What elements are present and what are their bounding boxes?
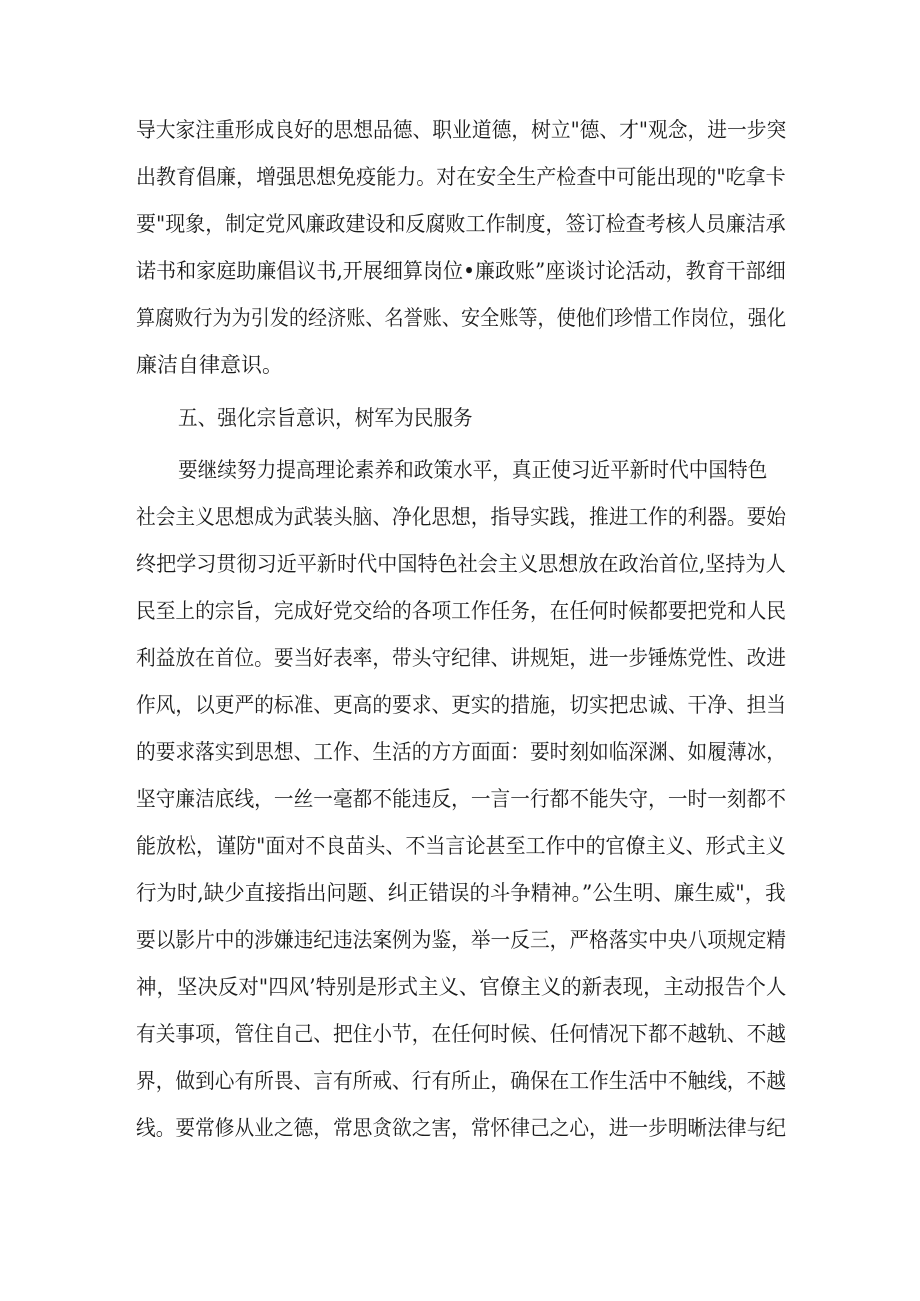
paragraph-line: 界，做到心有所畏、言有所戒、行有所止，确保在工作生活中不触线，不越 <box>136 1069 786 1093</box>
paragraph-line: 要"现象，制定党风廉政建设和反腐败工作制度，签订检查考核人员廉洁承 <box>136 212 786 236</box>
paragraph-line: 能放松，谨防"面对不良苗头、不当言论甚至工作中的官僚主义、形式主义 <box>136 834 786 858</box>
paragraph-line: 要继续努力提高理论素养和政策水平，真正使习近平新时代中国特色 <box>178 458 768 482</box>
paragraph-line: 的要求落实到思想、工作、生活的方方面面：要时刻如临深渊、如履薄冰， <box>136 740 786 764</box>
paragraph-line: 诺书和家庭助廉倡议书,开展细算岗位•廉政账”座谈讨论活动，教育干部细 <box>136 259 786 283</box>
paragraph-line: 利益放在首位。要当好表率，带头守纪律、讲规矩，进一步锤炼党性、改进 <box>136 646 786 670</box>
paragraph-line: 神，坚决反对"四风’特别是形式主义、官僚主义的新表现，主动报告个人 <box>136 975 787 999</box>
paragraph-line: 有关事项，管住自己、把住小节，在任何时候、任何情况下都不越轨、不越 <box>136 1022 786 1046</box>
section-heading: 五、强化宗旨意识，树军为民服务 <box>178 406 473 430</box>
paragraph-line: 线。要常修从业之德，常思贪欲之害，常怀律己之心，进一步明晰法律与纪 <box>136 1116 786 1140</box>
paragraph-line: 民至上的宗旨，完成好党交给的各项工作任务，在任何时候都要把党和人民 <box>136 599 786 623</box>
paragraph-line: 廉洁自律意识。 <box>136 353 283 377</box>
paragraph-line: 作风，以更严的标准、更高的要求、更实的措施，切实把忠诚、干净、担当 <box>136 693 786 717</box>
paragraph-line: 行为时,缺少直接指出问题、纠正错误的斗争精神。”公生明、廉生威"，我 <box>136 881 786 905</box>
paragraph-line: 终把学习贯彻习近平新时代中国特色社会主义思想放在政治首位,坚持为人 <box>136 552 786 576</box>
paragraph-line: 算腐败行为为引发的经济账、名誉账、安全账等，使他们珍惜工作岗位，强化 <box>136 306 786 330</box>
paragraph-line: 要以影片中的涉嫌违纪违法案例为鉴，举一反三，严格落实中央八项规定精 <box>136 928 786 952</box>
paragraph-line: 出教育倡廉，增强思想免疫能力。对在安全生产检查中可能出现的"吃拿卡 <box>136 165 786 189</box>
paragraph-line: 坚守廉洁底线，一丝一毫都不能违反，一言一行都不能失守，一时一刻都不 <box>136 787 786 811</box>
paragraph-line: 社会主义思想成为武装头脑、净化思想，指导实践，推进工作的利器。要始 <box>136 505 786 529</box>
paragraph-line: 导大家注重形成良好的思想品德、职业道德，树立"德、才"观念，进一步突 <box>136 118 787 142</box>
